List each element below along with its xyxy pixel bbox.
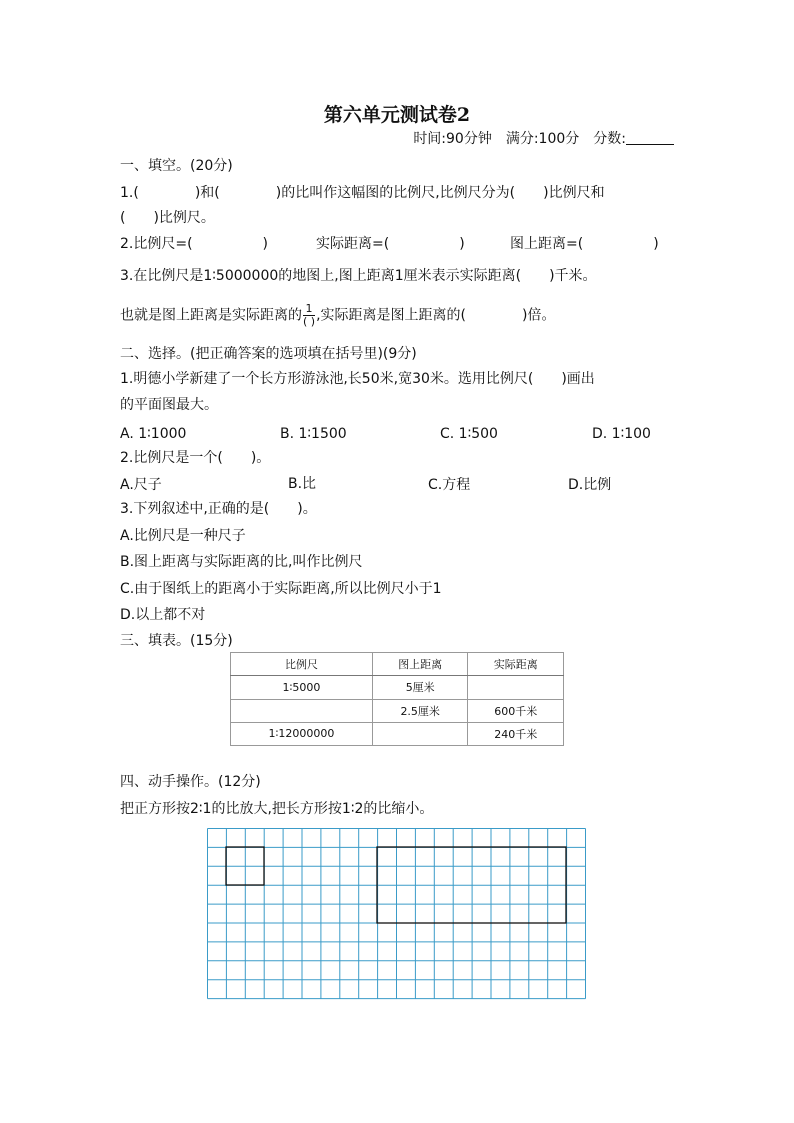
s2-q2: 2.比例尺是一个( )。 bbox=[120, 450, 271, 466]
s2-q1-option-d[interactable]: D. 1∶100 bbox=[592, 426, 651, 442]
table-header-row bbox=[231, 653, 564, 676]
table-cell: 5厘米 bbox=[372, 676, 468, 699]
s4-instruction: 把正方形按2∶1的比放大,把长方形按1∶2的比缩小。 bbox=[120, 801, 434, 817]
table-cell-blank[interactable] bbox=[468, 676, 564, 699]
table-header-cell: 比例尺 bbox=[231, 653, 373, 676]
s2-q2-option-d[interactable]: D.比例 bbox=[568, 477, 612, 493]
s1-q2-part1: 2.比例尺=( ) bbox=[120, 236, 269, 252]
s1-q2-part2: 实际距离=( ) bbox=[316, 236, 465, 252]
table-cell-blank[interactable] bbox=[372, 722, 468, 745]
table-cell: 2.5厘米 bbox=[372, 699, 468, 722]
fraction bbox=[303, 303, 315, 328]
s1-q1-line2: ( )比例尺。 bbox=[120, 210, 215, 226]
exam-meta bbox=[413, 128, 674, 148]
s1-q3-line1: 3.在比例尺是1∶5000000的地图上,图上距离1厘米表示实际距离( )千米。 bbox=[120, 268, 597, 284]
table-cell: 240千米 bbox=[468, 722, 564, 745]
section1-heading: 一、填空。(20分) bbox=[120, 158, 233, 174]
s2-q2-option-a[interactable]: A.尺子 bbox=[120, 477, 162, 493]
fraction-denominator: ( ) bbox=[303, 315, 316, 328]
s2-q3-option-a[interactable]: A.比例尺是一种尺子 bbox=[120, 528, 246, 544]
table-row bbox=[231, 676, 564, 699]
drawing-grid[interactable] bbox=[207, 828, 587, 1001]
s2-q3-option-b[interactable]: B.图上距离与实际距离的比,叫作比例尺 bbox=[120, 554, 363, 570]
section3-heading: 三、填表。(15分) bbox=[120, 633, 233, 649]
s1-q3-post: ,实际距离是图上距离的( )倍。 bbox=[316, 307, 556, 324]
s2-q3-option-c[interactable]: C.由于图纸上的距离小于实际距离,所以比例尺小于1 bbox=[120, 581, 442, 597]
section2-heading: 二、选择。(把正确答案的选项填在括号里)(9分) bbox=[120, 346, 417, 362]
table-header-cell: 图上距离 bbox=[372, 653, 468, 676]
page-title: 第六单元测试卷2 bbox=[323, 104, 471, 126]
s1-q1-line1: 1.( )和( )的比叫作这幅图的比例尺,比例尺分为( )比例尺和 bbox=[120, 185, 605, 201]
table-row bbox=[231, 699, 564, 722]
table-cell: 1∶5000 bbox=[231, 676, 373, 699]
s2-q1-line1: 1.明德小学新建了一个长方形游泳池,长50米,宽30米。选用比例尺( )画出 bbox=[120, 371, 595, 387]
table-cell: 600千米 bbox=[468, 699, 564, 722]
s1-q2-part3: 图上距离=( ) bbox=[510, 236, 659, 252]
table-header-cell: 实际距离 bbox=[468, 653, 564, 676]
score-blank[interactable] bbox=[626, 130, 674, 145]
exam-meta-text: 时间:90分钟 满分:100分 分数: bbox=[413, 131, 626, 147]
s2-q1-option-b[interactable]: B. 1∶1500 bbox=[280, 426, 347, 442]
s1-q3-line2 bbox=[120, 303, 555, 328]
s2-q3: 3.下列叙述中,正确的是( )。 bbox=[120, 501, 317, 517]
scale-table bbox=[230, 652, 564, 746]
s1-q3-pre: 也就是图上距离是实际距离的 bbox=[120, 307, 302, 324]
table-cell: 1∶12000000 bbox=[231, 722, 373, 745]
s2-q3-option-d[interactable]: D.以上都不对 bbox=[120, 607, 206, 623]
s2-q2-option-c[interactable]: C.方程 bbox=[428, 477, 471, 493]
fraction-numerator: 1 bbox=[303, 303, 315, 316]
section4-heading: 四、动手操作。(12分) bbox=[120, 774, 261, 790]
s2-q1-option-a[interactable]: A. 1∶1000 bbox=[120, 426, 187, 442]
table-cell-blank[interactable] bbox=[231, 699, 373, 722]
table-row bbox=[231, 722, 564, 745]
s2-q2-option-b[interactable]: B.比 bbox=[288, 476, 317, 492]
s2-q1-option-c[interactable]: C. 1∶500 bbox=[440, 426, 498, 442]
s2-q1-line2: 的平面图最大。 bbox=[120, 397, 218, 413]
